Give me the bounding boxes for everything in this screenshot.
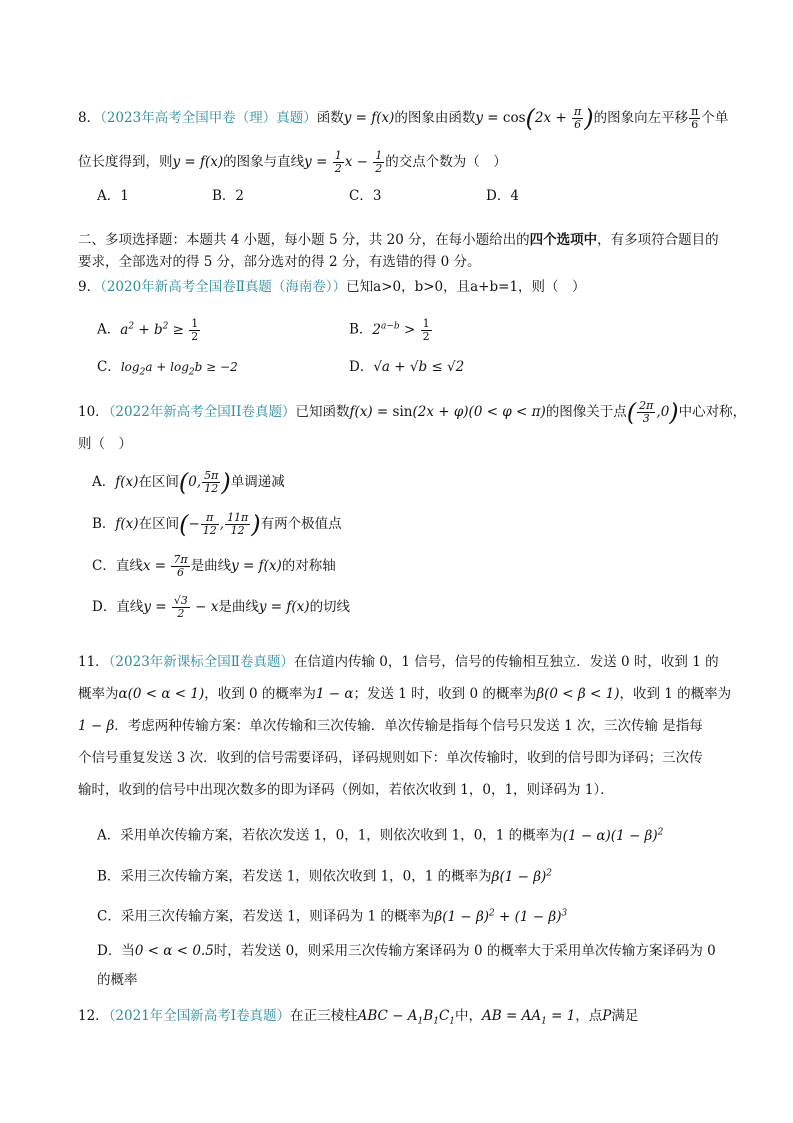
q11-option-b: B．采用三次传输方案，若发送 1，则依次收到 1，0，1 的概率为$\beta(1 - \beta)^2$ xyxy=(97,868,553,885)
q11-option-d-line-2: 的概率 xyxy=(97,972,138,988)
q11-line-2: 概率为α(0 < α < 1)，收到 0 的概率为1 − α；发送 1 时，收到 0 的概率为β(0 < β < 1)，收到 1 的概率为 xyxy=(78,686,732,702)
q9-option-d: D．√a + √b ≤ √2 xyxy=(349,359,465,375)
q9-option-a: A．$a^2 + b^2$ ≥ $\frac{1}{2}$ xyxy=(97,316,199,343)
math-y-fx: y = f(x) xyxy=(343,110,395,126)
q8-line-2: 位长度得到，则y = f(x)的图象与直线y = $\frac{1}{2}$ x − $\frac{1}{2}$ 的交点个数为（ ） xyxy=(78,149,507,175)
q8-option-d: D．4 xyxy=(486,188,519,204)
q9-option-c: C．$\log_2a + \log_2b \ge -2$ xyxy=(97,359,238,378)
q9-stem: 9．（2020年新高考全国卷Ⅱ真题（海南卷））已知a>0，b>0，且a+b=1，则（ ） xyxy=(78,279,586,295)
q11-line-5: 输时，收到的信号中出现次数多的即为译码（例如，若依次收到 1，0，1，则译码为 1）． xyxy=(78,782,614,798)
section2-line-2: 要求，全部选对的得 5 分，部分选对的得 2 分，有选错的得 0 分。 xyxy=(78,254,481,270)
q8-option-c: C．3 xyxy=(349,188,382,204)
q10-option-b: B．f(x)在区间(− $\frac{\pi}{12}$ , $\frac{11\pi}{12}$ )有两个极值点 xyxy=(92,510,342,539)
q11-option-c: C．采用三次传输方案，若发送 1，则译码为 1 的概率为$\beta(1 - \beta)^2 + (1 - \beta)^3$ xyxy=(97,908,568,925)
math-y-cos: y = cos(2x + $\frac{\pi}{6}$ ) xyxy=(475,104,594,133)
math-pi-6: $\frac{\pi}{6}$ xyxy=(691,105,699,131)
q11-line-4: 个信号重复发送 3 次．收到的信号需要译码，译码规则如下：单次传输时，收到的信号即为译码；三次传 xyxy=(78,750,703,766)
q8-number: 8． xyxy=(78,110,101,126)
q10-source: （2022年新高考全国II卷真题） xyxy=(108,404,296,420)
q11-line-1: 11．（2023年新课标全国Ⅱ卷真题）在信道内传输 0，1 信号，信号的传输相互独立．发送 0 时，收到 1 的 xyxy=(78,654,719,670)
q10-option-c: C．直线x = $\frac{7\pi}{6}$ 是曲线y = f(x)的对称轴 xyxy=(92,553,336,579)
q8-source: （2023年高考全国甲卷（理）真题） xyxy=(100,110,317,126)
q8-option-b: B．2 xyxy=(212,188,245,204)
q9-option-b: B．$2^{a-b}$ > $\frac{1}{2}$ xyxy=(349,316,430,343)
q10-option-d: D．直线y = $\frac{√3}{2}$ − x是曲线y = f(x)的切线 xyxy=(92,594,351,620)
q10-option-a: A．f(x)在区间(0, $\frac{5\pi}{12}$ )单调递减 xyxy=(92,468,285,497)
q11-line-3: 1 − β．考虑两种传输方案：单次传输和三次传输．单次传输是指每个信号只发送 1 次，三次传输 是指每 xyxy=(78,718,703,734)
q11-option-d-line-1: D．当0 < α < 0.5时，若发送 0，则采用三次传输方案译码为 0 的概率大于采用单次传输方案译码为 0 xyxy=(97,943,716,959)
q11-source: （2023年新课标全国Ⅱ卷真题） xyxy=(108,654,294,670)
q8-line-1: 8．（2023年高考全国甲卷（理）真题）函数y = f(x)的图象由函数y = cos(2x + $\frac{\pi}{6}$ )的图象向左平移 $\frac{\pi}{6}$ 个单 xyxy=(78,104,729,133)
section2-line-1: 二、多项选择题：本题共 4 小题，每小题 5 分，共 20 分，在每小题给出的四个选项中，有多项符合题目的 xyxy=(78,232,719,248)
q10-line-1: 10．（2022年新高考全国II卷真题）已知函数f(x) = sin(2x + φ)(0 < φ < π)的图像关于点( $\frac{2\pi}{3}$ ,0)中心对称， xyxy=(78,398,747,427)
q12-source: （2021年全国新高考I卷真题） xyxy=(108,1008,291,1024)
q9-source: （2020年新高考全国卷Ⅱ真题（海南卷）） xyxy=(100,279,347,295)
math-line: y = $\frac{1}{2}$ x − $\frac{1}{2}$ xyxy=(304,149,383,175)
math-y-fx-2: y = f(x) xyxy=(172,154,224,170)
q8-option-a: A．1 xyxy=(97,188,129,204)
q12-line-1: 12．（2021年全国新高考I卷真题）在正三棱柱ABC − $A_1B_1C_1$中，AB = $AA_1 = 1$，点P满足 xyxy=(78,1008,639,1027)
q10-line-2: 则（ ） xyxy=(78,436,132,452)
q11-option-a: A．采用单次传输方案，若依次发送 1，0，1，则依次收到 1，0，1 的概率为$(1 - \alpha)(1 - \beta)^2$ xyxy=(97,827,664,844)
